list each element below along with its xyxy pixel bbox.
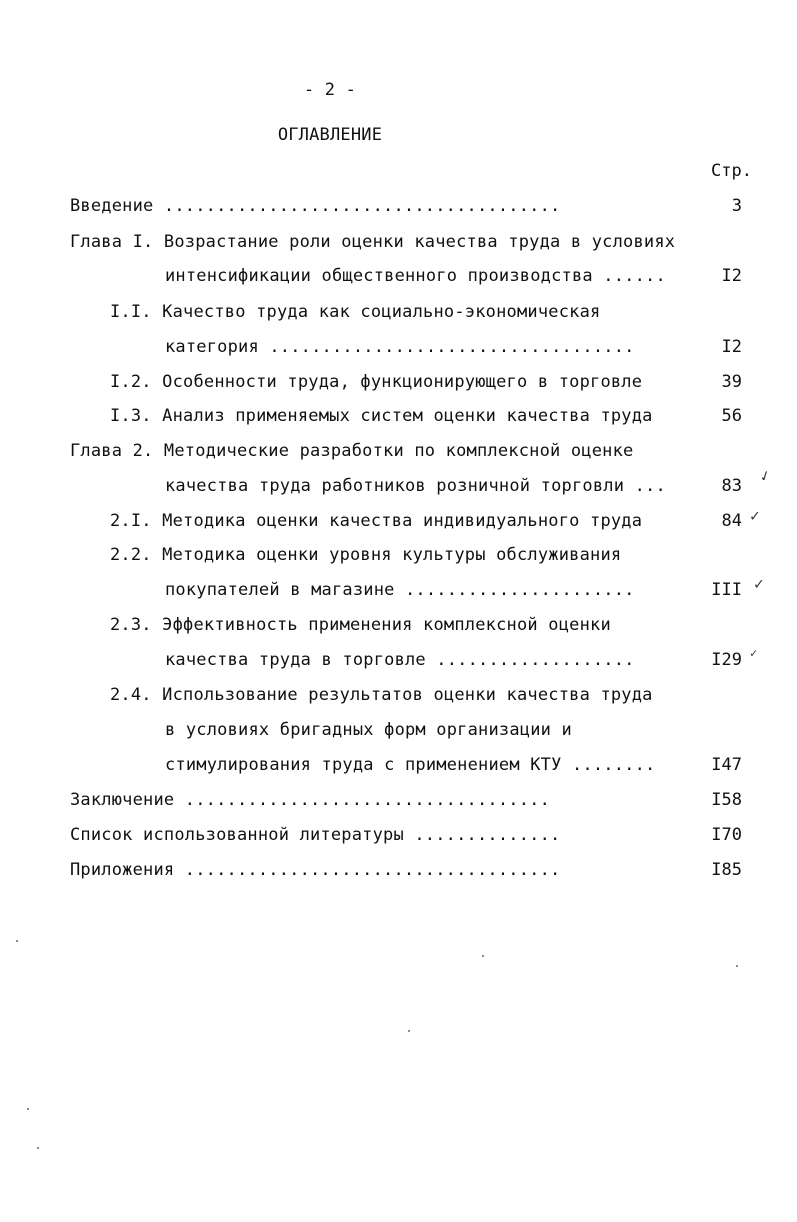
toc-entry-chapter-2-line-2: качества труда работников розничной торговли ... (165, 476, 666, 496)
toc-entry-section-1-2: I.2. Особенности труда, функционирующего в торговле (110, 372, 643, 392)
toc-entry-intro: Введение ...................................... (70, 196, 561, 216)
scan-speck (482, 955, 484, 957)
toc-page-chapter-1: I2 (721, 266, 742, 286)
toc-entry-section-2-4-line-2: в условиях бригадных форм организации и (165, 720, 572, 740)
checkmark-icon: ✓ (754, 574, 764, 593)
checkmark-icon: ✓ (750, 506, 760, 525)
toc-entry-appendix: Приложения .................................... (70, 860, 561, 880)
toc-entry-section-2-2-line-2: покупателей в магазине ...................... (165, 580, 635, 600)
toc-page-intro: 3 (731, 196, 742, 216)
toc-entry-chapter-1-line-2: интенсификации общественного производства ...... (165, 266, 666, 286)
toc-page-references: I70 (711, 825, 742, 845)
page-number: - 2 - (303, 80, 357, 100)
toc-entry-chapter-1-line-1: Глава I. Возрастание роли оценки качества труда в условиях (70, 232, 676, 252)
toc-page-appendix: I85 (711, 860, 742, 880)
toc-page-section-2-3: I29 (711, 650, 742, 670)
scan-speck (16, 940, 18, 942)
toc-page-section-2-1: 84 (721, 511, 742, 531)
toc-entry-section-2-3-line-2: качества труда в торговле ................... (165, 650, 635, 670)
toc-entry-chapter-2-line-1: Глава 2. Методические разработки по комплексной оценке (70, 441, 634, 461)
checkmark-icon: ✓ (750, 646, 758, 660)
toc-entry-section-1-1-line-1: I.I. Качество труда как социально-экономическая (110, 302, 601, 322)
toc-page-section-2-2: III (711, 580, 742, 600)
toc-entry-section-2-4-line-1: 2.4. Использование результатов оценки качества труда (110, 685, 653, 705)
toc-page-section-1-1: I2 (721, 337, 742, 357)
scan-speck (408, 1030, 410, 1032)
toc-entry-conclusion: Заключение ................................... (70, 790, 551, 810)
toc-entry-section-2-2-line-1: 2.2. Методика оценки уровня культуры обслуживания (110, 545, 622, 565)
toc-entry-section-2-4-line-3: стимулирования труда с применением КТУ ........ (165, 755, 656, 775)
toc-page-conclusion: I58 (711, 790, 742, 810)
page-column-label: Стр. (711, 161, 752, 181)
toc-entry-section-2-1: 2.I. Методика оценки качества индивидуального труда (110, 511, 643, 531)
toc-entry-section-1-3: I.3. Анализ применяемых систем оценки качества труда (110, 406, 653, 426)
page-title: ОГЛАВЛЕНИЕ (277, 125, 383, 145)
scan-speck (27, 1108, 29, 1110)
toc-entry-section-2-3-line-1: 2.3. Эффективность применения комплексной оценки (110, 615, 611, 635)
toc-page-section-1-2: 39 (721, 372, 742, 392)
checkmark-icon: ✓ (757, 464, 773, 487)
toc-entry-section-1-1-line-2: категория ................................... (165, 337, 635, 357)
toc-entry-references: Список использованной литературы .............. (70, 825, 561, 845)
toc-page-section-2-4: I47 (711, 755, 742, 775)
scan-speck (736, 965, 738, 967)
toc-page-chapter-2: 83 (721, 476, 742, 496)
toc-page-section-1-3: 56 (721, 406, 742, 426)
scan-speck (37, 1147, 39, 1149)
